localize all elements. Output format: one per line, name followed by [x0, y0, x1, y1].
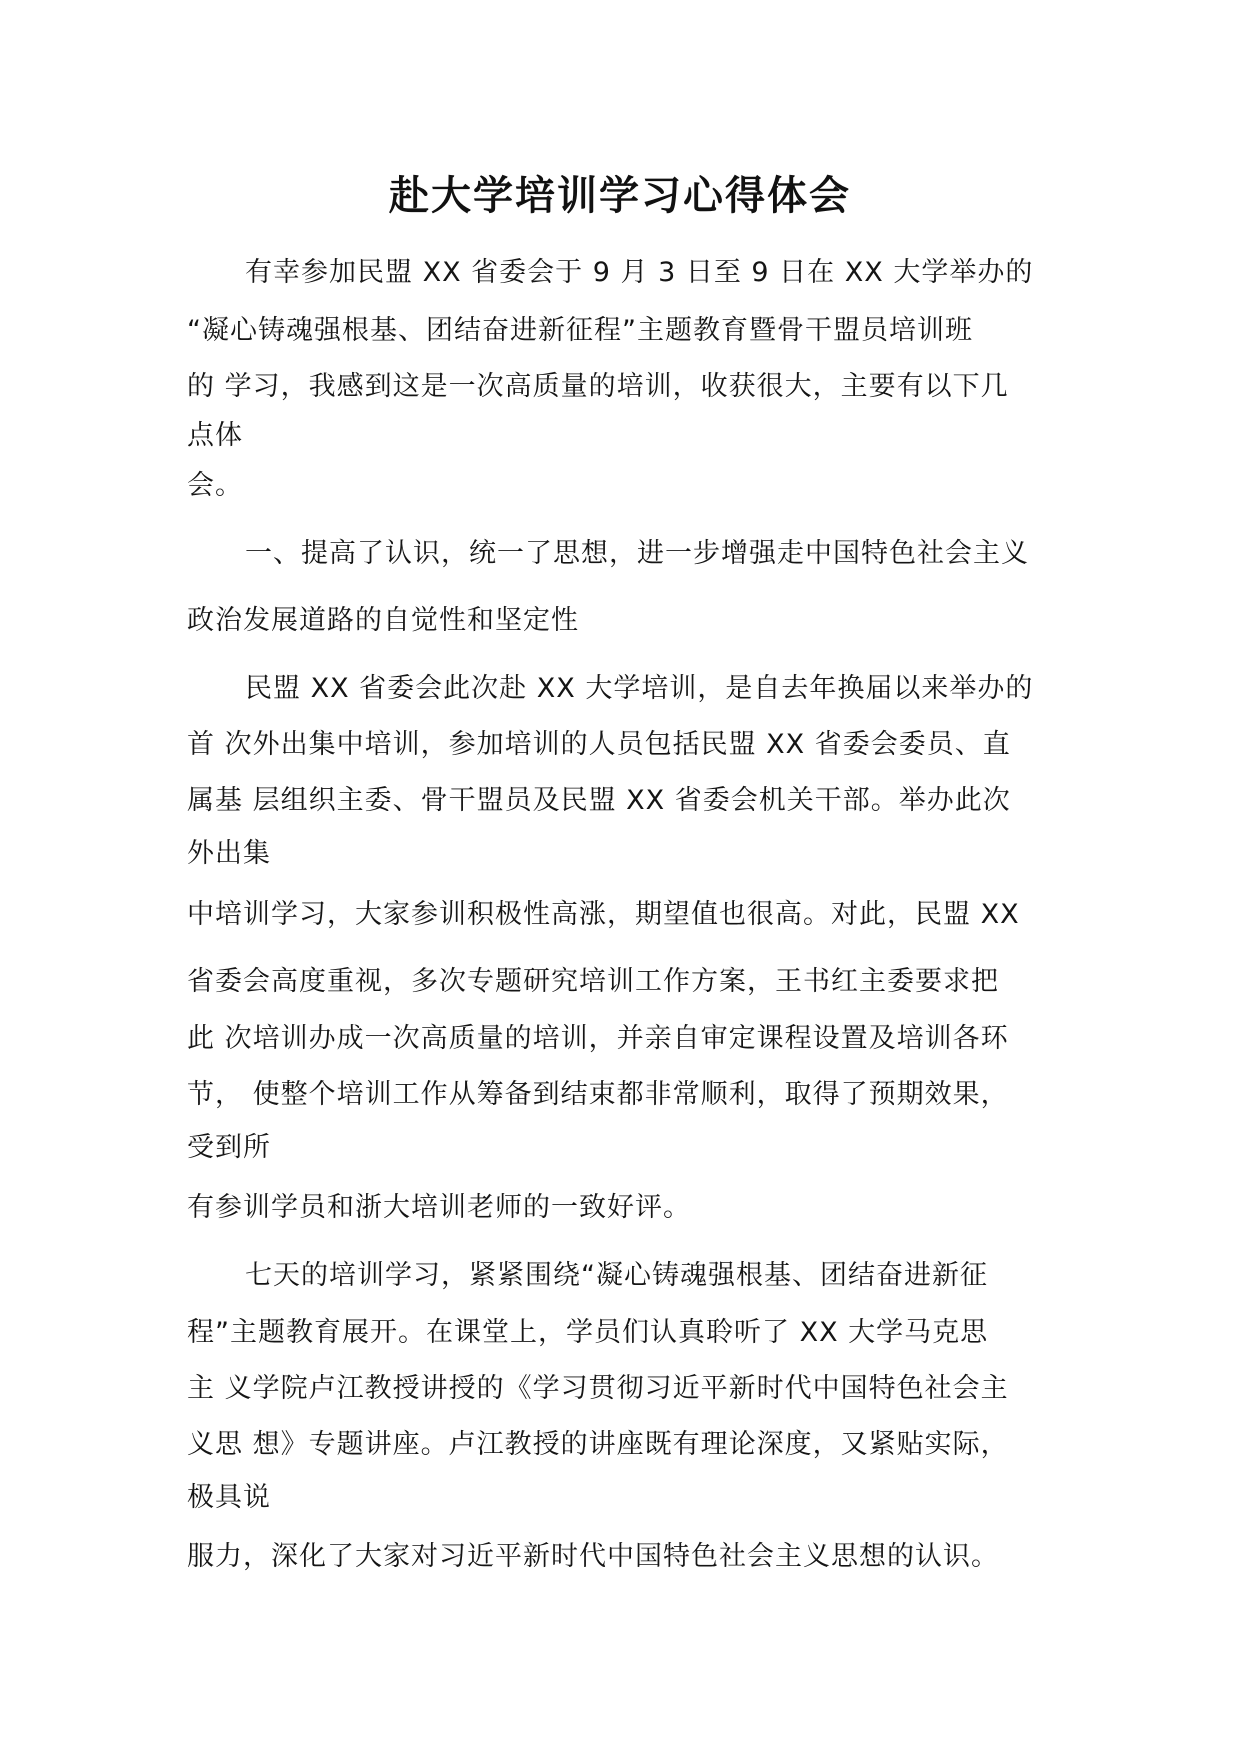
body-line: 主 义学院卢江教授讲授的《学习贯彻习近平新时代中国特色社会主	[187, 1373, 1009, 1404]
body-line: 七天的培训学习，紧紧围绕“凝心铸魂强根基、团结奋进新征	[245, 1260, 988, 1291]
body-line: 有参训学员和浙大培训老师的一致好评。	[187, 1192, 691, 1223]
body-line: 首 次外出集中培训，参加培训的人员包括民盟 XX 省委会委员、直	[187, 729, 1011, 760]
body-line: 属基 层组织主委、骨干盟员及民盟 XX 省委会机关干部。举办此次	[187, 785, 1011, 816]
body-line: 服力，深化了大家对习近平新时代中国特色社会主义思想的认识。	[187, 1541, 999, 1572]
body-line: 极具说	[187, 1482, 271, 1513]
body-line: 省委会高度重视，多次专题研究培训工作方案，王书红主委要求把	[187, 966, 999, 997]
body-line: 程”主题教育展开。在课堂上，学员们认真聆听了 XX 大学马克思	[187, 1317, 989, 1348]
body-line: 节， 使整个培训工作从筹备到结束都非常顺利，取得了预期效果，	[187, 1079, 1009, 1110]
body-line: 受到所	[187, 1132, 271, 1163]
body-line: 点体	[187, 420, 243, 451]
body-line: 外出集	[187, 838, 271, 869]
document-title: 赴大学培训学习心得体会	[389, 173, 851, 219]
section-heading-line: 一、提高了认识，统一了思想，进一步增强走中国特色社会主义	[245, 538, 1029, 569]
body-line: 有幸参加民盟 XX 省委会于 9 月 3 日至 9 日在 XX 大学举办的	[245, 257, 1034, 288]
body-line: 的 学习，我感到这是一次高质量的培训，收获很大，主要有以下几	[187, 371, 1009, 402]
body-line: 民盟 XX 省委会此次赴 XX 大学培训，是自去年换届以来举办的	[245, 673, 1034, 704]
body-line: 中培训学习，大家参训积极性高涨，期望值也很高。对此，民盟 XX	[187, 899, 1020, 930]
body-line: 此 次培训办成一次高质量的培训，并亲自审定课程设置及培训各环	[187, 1023, 1009, 1054]
body-line: 义思 想》专题讲座。卢江教授的讲座既有理论深度，又紧贴实际，	[187, 1429, 1009, 1460]
section-heading-line: 政治发展道路的自觉性和坚定性	[187, 605, 579, 636]
body-line: 会。	[187, 470, 243, 501]
body-line: “凝心铸魂强根基、团结奋进新征程”主题教育暨骨干盟员培训班	[187, 315, 973, 346]
